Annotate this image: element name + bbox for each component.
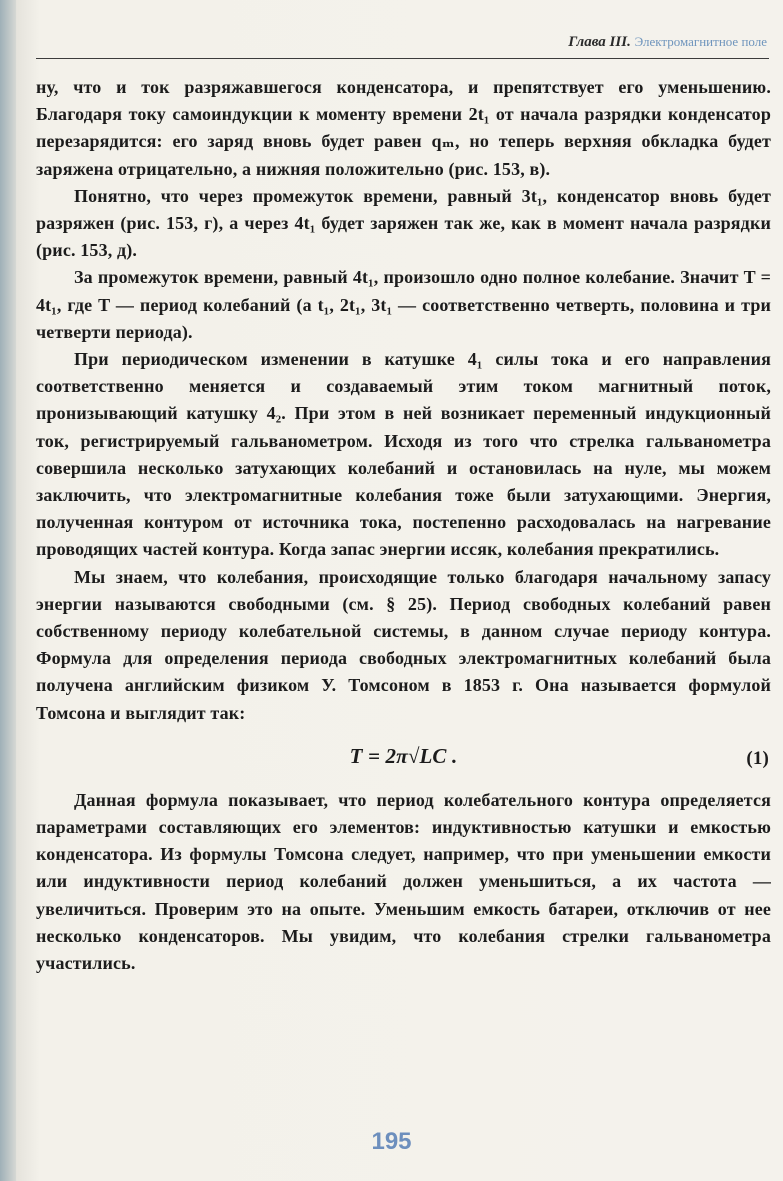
paragraph: ну, что и ток разряжавшегося конденсатора, и препятствует его уменьшению. Благодаря току самоиндукции к моменту времени 2t₁ от начала разрядки конденсатор перезарядится: его заряд вновь будет равен qₘ, но теперь верхняя обкладка будет заряжена отрицательно, а нижняя положительно (рис. 153, в). <box>36 77 771 179</box>
page-binding-edge <box>0 0 16 1181</box>
chapter-title: Глава III. <box>568 34 631 50</box>
body-text <box>36 74 771 977</box>
running-header <box>568 34 767 51</box>
formula-block <box>36 735 771 781</box>
paragraph: Данная формула показывает, что период колебательного контура определяется параметрами составляющих его элементов: индуктивностью катушки и емкостью конденсатора. Из формулы Томсона следует, например, что при уменьшении емкости или индуктивности период колебаний должен уменьшиться, а их частота — увеличиться. Проверим это на опыте. Уменьшим емкость батареи, отключив от нее несколько конденсаторов. Мы увидим, что колебания стрелки гальванометра участились. <box>36 789 771 974</box>
paragraph: Понятно, что через промежуток времени, равный 3t₁, конденсатор вновь будет разряжен (рис. 153, г), а через 4t₁ будет заряжен так же, как в момент начала разрядки (рис. 153, д). <box>36 185 771 261</box>
paragraph: Мы знаем, что колебания, происходящие только благодаря начальному запасу энергии называются свободными (см. § 25). Период свободных колебаний равен собственному периоду колебательной системы, в данном случае периоду контура. Формула для определения периода свободных электромагнитных колебаний была получена английским физиком У. Томсоном в 1853 г. Она называется формулой Томсона и выглядит так: <box>36 566 771 723</box>
header-rule <box>36 58 769 59</box>
page-number: 195 <box>371 1128 412 1155</box>
equation-number: (1) <box>746 747 769 769</box>
paragraph: За промежуток времени, равный 4t₁, произошло одно полное колебание. Значит T = 4t₁, где T — период колебаний (а t₁, 2t₁, 3t₁ — соответственно четверть, половина и три четверти периода). <box>36 267 771 342</box>
section-title: Электромагнитное поле <box>634 34 767 49</box>
paragraph: При периодическом изменении в катушке 4₁ силы тока и его направления соответственно меняется и создаваемый этим током магнитный поток, пронизывающий катушку 4₂. При этом в ней возникает переменный индукционный ток, регистрируемый гальванометром. Исходя из того что стрелка гальванометра совершила несколько затухающих колебаний и остановилась на нуле, мы можем заключить, что электромагнитные колебания тоже были затухающими. Энергия, полученная контуром от источника тока, постепенно расходовалась на нагревание проводящих частей контура. Когда запас энергии иссяк, колебания прекратились. <box>36 349 771 560</box>
thomson-formula: T = 2π√LC . <box>349 743 458 768</box>
